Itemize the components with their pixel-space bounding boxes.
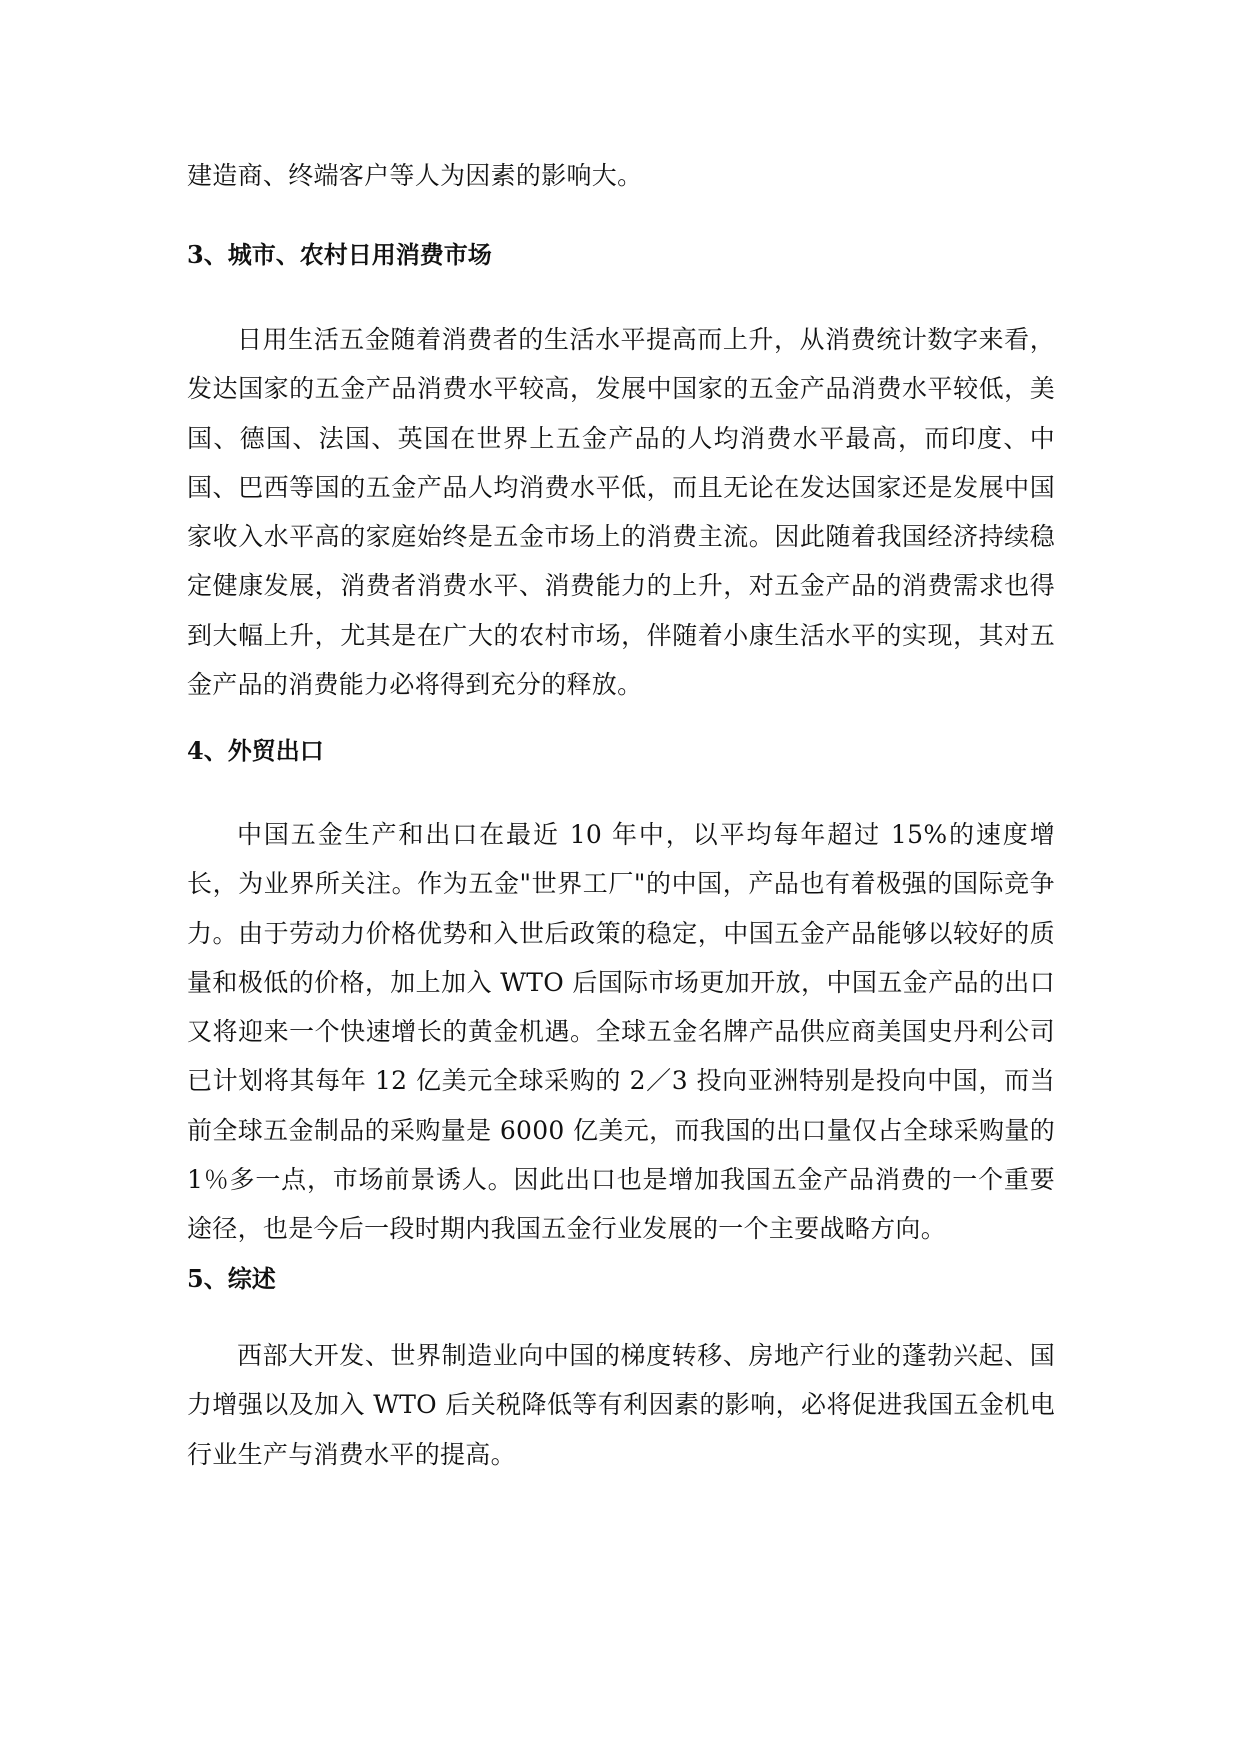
lead-paragraph: 建造商、终端客户等人为因素的影响大。 [187, 161, 643, 190]
section-heading-urban-rural-market: 3、城市、农村日用消费市场 [187, 240, 492, 269]
section-body-summary: 西部大开发、世界制造业向中国的梯度转移、房地产行业的蓬勃兴起、国力增强以及加入 WTO 后关税降低等有利因素的影响，必将促进我国五金机电行业生产与消费水平的提高。 [187, 1341, 1055, 1469]
section-body-urban-rural-market: 日用生活五金随着消费者的生活水平提高而上升，从消费统计数字来看，发达国家的五金产品消费水平较高，发展中国家的五金产品消费水平较低，美国、德国、法国、英国在世界上五金产品的人均消费水平最高，而印度、中国、巴西等国的五金产品人均消费水平低，而且无论在发达国家还是发展中国家收入水平高的家庭始终是五金市场上的消费主流。因此随着我国经济持续稳定健康发展，消费者消费水平、消费能力的上升，对五金产品的消费需求也得到大幅上升，尤其是在广大的农村市场，伴随着小康生活水平的实现，其对五金产品的消费能力必将得到充分的释放。 [187, 325, 1055, 700]
section-heading-foreign-trade: 4、外贸出口 [187, 736, 324, 765]
section-heading-summary: 5、综述 [187, 1264, 276, 1293]
section-body-foreign-trade: 中国五金生产和出口在最近 10 年中，以平均每年超过 15%的速度增长，为业界所关注。作为五金"世界工厂"的中国，产品也有着极强的国际竞争力。由于劳动力价格优势和入世后政策的稳定，中国五金产品能够以较好的质量和极低的价格，加上加入 WTO 后国际市场更加开放，中国五金产品的出口又将迎来一个快速增长的黄金机遇。全球五金名牌产品供应商美国史丹利公司已计划将其每年 12 亿美元全球采购的 2／3 投向亚洲特别是投向中国，而当前全球五金制品的采购量是 6000 亿美元，而我国的出口量仅占全球采购量的 1％多一点，市场前景诱人。因此出口也是增加我国五金产品消费的一个重要途径，也是今后一段时期内我国五金行业发展的一个主要战略方向。 [187, 820, 1055, 1244]
